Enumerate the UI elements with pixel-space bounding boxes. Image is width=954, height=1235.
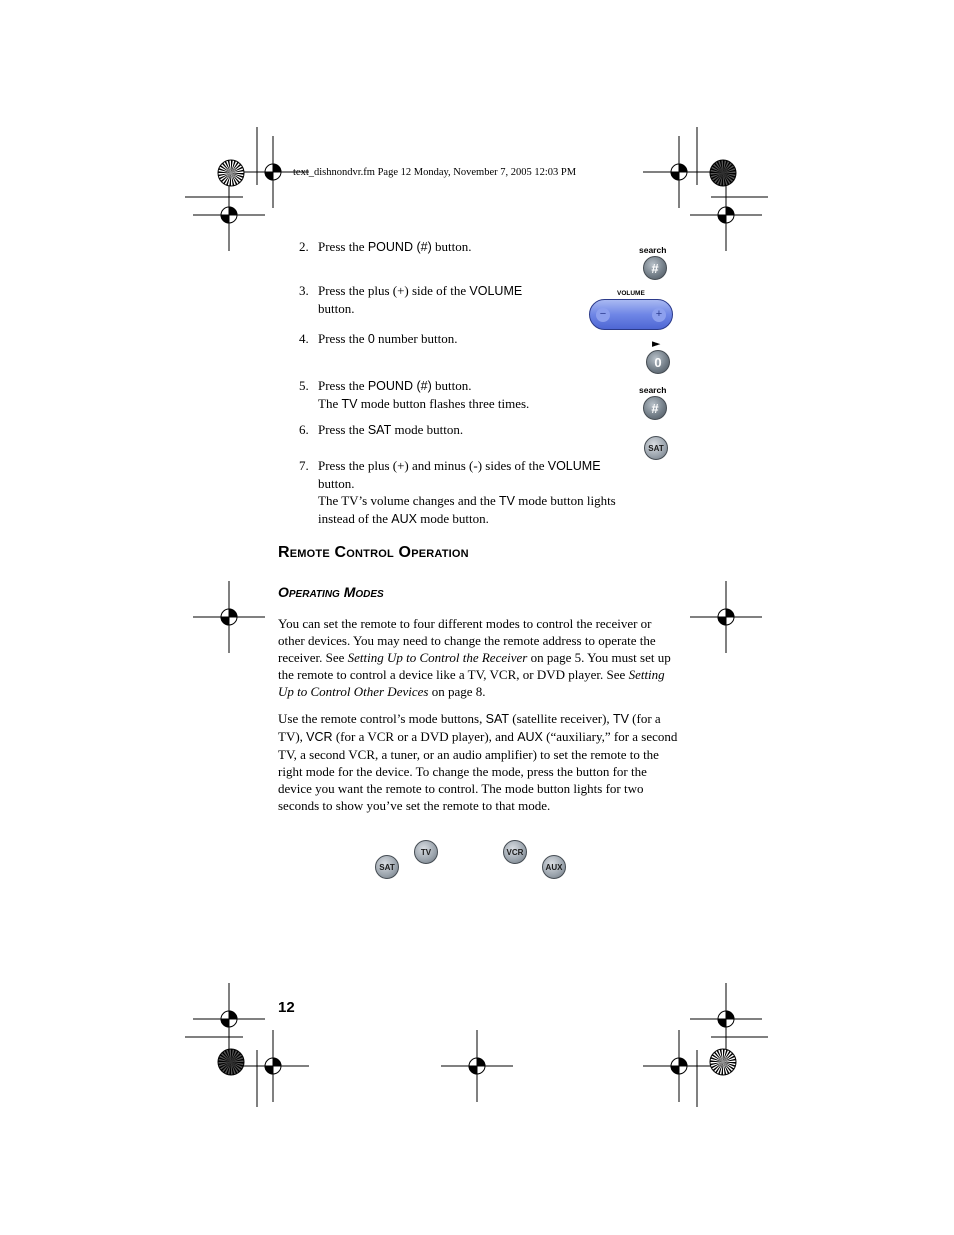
crosshair-mark bbox=[193, 581, 265, 653]
crosshair-mark bbox=[643, 136, 715, 208]
star-target-mark bbox=[218, 160, 244, 186]
volume-caption: VOLUME bbox=[617, 290, 645, 297]
sat-button-icon: SAT bbox=[644, 436, 668, 460]
paragraph-mode-buttons: Use the remote control’s mode buttons, SAT (satellite receiver), TV (for a TV), VCR (for a VCR or a DVD player), and AUX (“auxiliary,” for a second TV, a second VCR, a tuner, or an audio amplifier) to set the remote to the right mode for the device. To change the mode, press the button for the device you want the remote to control. The mode button lights for two seconds to show you’ve set the remote to that mode. bbox=[278, 711, 678, 813]
section-title: Remote Control Operation bbox=[278, 544, 469, 561]
crosshair-mark bbox=[193, 179, 265, 251]
volume-button-icon bbox=[589, 299, 673, 330]
star-target-mark bbox=[710, 160, 736, 186]
tv-mode-icon: TV bbox=[414, 840, 438, 864]
play-icon: ► bbox=[652, 337, 661, 350]
plus-icon: + bbox=[652, 308, 666, 322]
pound-button-icon-2: # bbox=[643, 396, 667, 420]
crosshair-mark bbox=[441, 1030, 513, 1102]
star-target-mark bbox=[710, 1049, 736, 1075]
crosshair-mark bbox=[643, 1030, 715, 1102]
vcr-mode-icon: VCR bbox=[503, 840, 527, 864]
star-target-mark bbox=[218, 1049, 244, 1075]
search-caption-2: search bbox=[639, 385, 667, 395]
crosshair-mark bbox=[237, 1030, 309, 1102]
crosshair-mark bbox=[690, 983, 762, 1055]
paragraph-operating-modes: You can set the remote to four different modes to control the receiver or other devices. You may need to change the remote address to operate the receiver. See Setting Up to Control the Receiver on page 5. You must set up the remote to control a device like a TV, VCR, or DVD player. See Setting Up to Control Other Devices on page 8. bbox=[278, 616, 671, 699]
page-number: 12 bbox=[278, 999, 295, 1016]
zero-button-icon: 0 bbox=[646, 350, 670, 374]
crosshair-mark bbox=[690, 179, 762, 251]
subsection-title: Operating Modes bbox=[278, 584, 384, 600]
aux-mode-icon: AUX bbox=[542, 855, 566, 879]
file-header: text_dishnondvr.fm Page 12 Monday, November 7, 2005 12:03 PM bbox=[293, 167, 577, 178]
pound-button-icon: # bbox=[643, 256, 667, 280]
minus-icon: − bbox=[596, 308, 610, 322]
sat-mode-icon: SAT bbox=[375, 855, 399, 879]
crosshair-mark bbox=[690, 581, 762, 653]
crosshair-mark bbox=[193, 983, 265, 1055]
search-caption: search bbox=[639, 245, 667, 255]
